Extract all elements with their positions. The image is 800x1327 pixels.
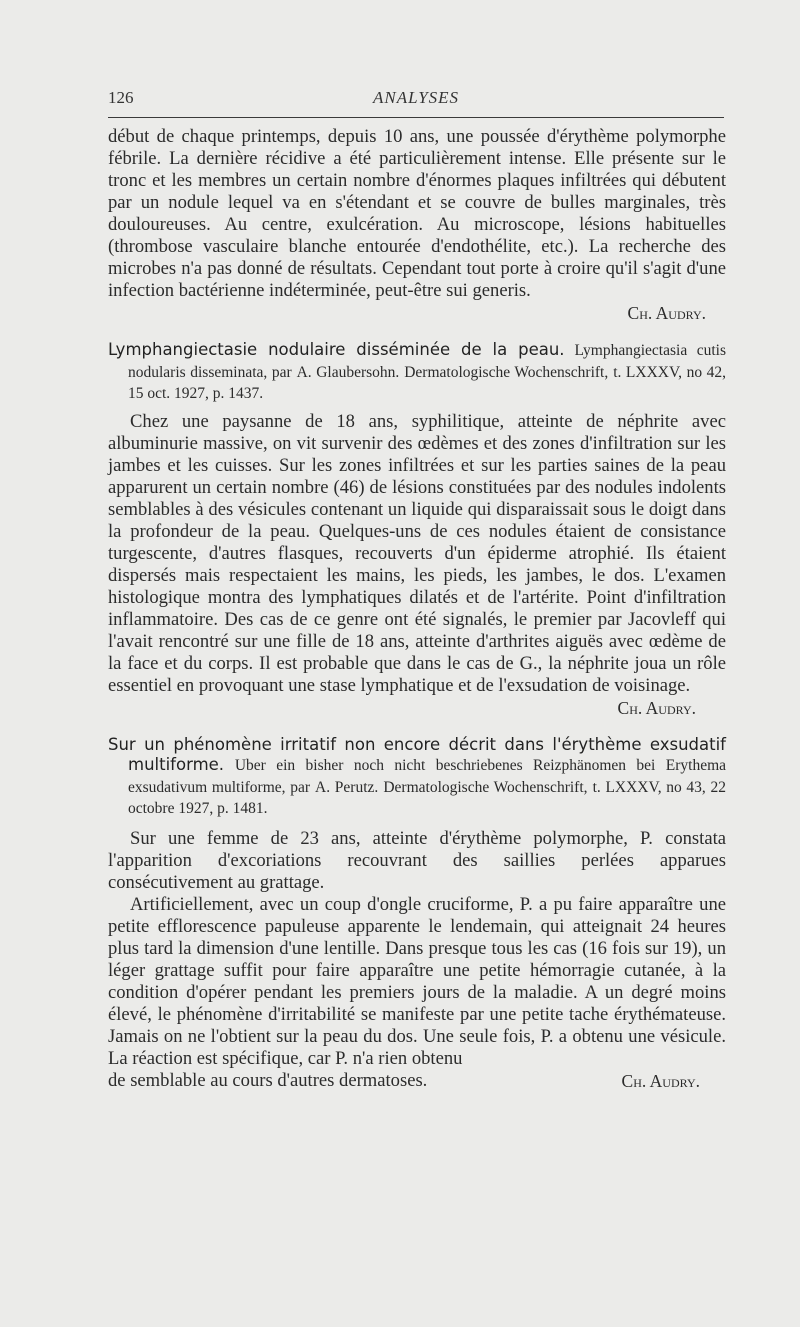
article2-heading bbox=[108, 735, 726, 820]
article1-title: Lymphangiectasie nodulaire disséminée de la peau. bbox=[108, 340, 565, 359]
article1-journal: Dermatologische Wochenschrift, bbox=[404, 363, 609, 381]
article2-signature: Ch. Audry. bbox=[621, 1070, 700, 1091]
page-number: 126 bbox=[108, 88, 134, 107]
article0-paragraph: début de chaque printemps, depuis 10 ans, une poussée d'érythème polymorphe fébrile. La dernière récidive a été particulièrement intense. Elle présente sur le tronc et les membres un certain nombre d'énormes plaques infiltrées qui débutent par un nodule lequel va en s'étendant et se couvre de bulles marginales, très douloureuses. Au centre, exulcération. Au microscope, lésions habituelles (thrombose vasculaire blanche entourée d'endothélite, etc.). La recherche des microbes n'a pas donné de résultats. Cependant tout porte à croire qu'il s'agit d'une infection bactérienne indéterminée, peut-être sui generis. bbox=[108, 126, 726, 301]
article1-author: A. Glaubersohn. bbox=[296, 363, 400, 381]
article1-paragraph: Chez une paysanne de 18 ans, syphilitique, atteinte de néphrite avec albuminurie massive, on vit survenir des œdèmes et des zones d'infiltration sur les jambes et les cuisses. Sur les zones infiltrées et sur les parties saines de la peau apparurent un certain nombre (46) de lésions constituées par des nodules indolents semblables à des vésicules contenant un liquide qui disparaissait sous le doigt dans la profondeur de la peau. Quelques-uns de ces nodules étaient de consistance turgescente, d'autres flasques, recouverts d'un épiderme atrophié. Ils étaient dispersés mais respectaient les mains, les pieds, les jambes, le dos. L'examen histologique montra des lymphatiques dilatés et de l'artérite. Point d'infiltration inflammatoire. Des cas de ce genre ont été signalés, le premier par Jacovleff qui l'avait rencontré sur une fille de 18 ans, atteinte d'arthrites aiguës avec œdème de la face et du corps. Il est probable que dans le cas de G., la néphrite joua un rôle essentiel en provoquant une stase lymphatique et de l'exsudation de voisinage. bbox=[108, 410, 726, 696]
article1-citation: t. LXXXV, no 42, 15 oct. 1927, p. 1437. bbox=[128, 363, 727, 402]
page-header bbox=[108, 88, 724, 112]
article2-paragraph-2: Artificiellement, avec un coup d'ongle cruciforme, P. a pu faire apparaître une petite efflorescence papuleuse apparente le lendemain, qui atteignait 24 heures plus tard la dimension d'une lentille. Dans presque tous les cas (16 fois sur 19), un léger grattage suffit pour faire apparaître une petite hémorragie cutanée, à la condition d'opérer pendant les premiers jours de la maladie. A un degré moins élevé, le phénomène d'irritabilité se manifeste par une petite tache érythémateuse. Jamais on ne l'obtient sur la peau du dos. Une seule fois, P. a obtenu une vésicule. La réaction est spécifique, car P. n'a rien obtenu bbox=[108, 893, 726, 1069]
article-phenomene-irritatif bbox=[108, 735, 726, 1092]
article0-signature: Ch. Audry. bbox=[627, 303, 706, 323]
article2-closing-line bbox=[108, 1070, 726, 1092]
article2-citation: t. LXXXV, no 43, 22 octobre 1927, p. 1481. bbox=[128, 778, 726, 817]
article2-author: A. Perutz. bbox=[315, 778, 379, 796]
article2-journal: Dermatologische Wochenschrift, bbox=[383, 778, 588, 796]
header-rule bbox=[108, 117, 724, 118]
article2-last-line: de semblable au cours d'autres dermatoses. bbox=[108, 1069, 428, 1091]
article1-heading bbox=[108, 340, 726, 405]
article2-original-title: Uber ein bisher noch nicht beschriebenes Reizphänomen bei Erythema exsudativum multiforme, par bbox=[128, 757, 727, 796]
article1-signature: Ch. Audry. bbox=[617, 697, 696, 718]
running-title: ANALYSES bbox=[372, 88, 460, 107]
article1-original-title: Lymphangiectasia cutis nodularis disseminata, par bbox=[128, 342, 726, 381]
page-content bbox=[108, 126, 726, 1092]
article2-paragraph-1: Sur une femme de 23 ans, atteinte d'érythème polymorphe, P. constata l'apparition d'excoriations recouvrant des saillies perlées apparues consécutivement au grattage. bbox=[108, 827, 726, 893]
article2-title: Sur un phénomène irritatif non encore décrit dans l'érythème exsudatif multiforme. bbox=[108, 734, 726, 774]
article-lymphangiectasie bbox=[108, 340, 726, 719]
article-continued bbox=[108, 126, 726, 324]
